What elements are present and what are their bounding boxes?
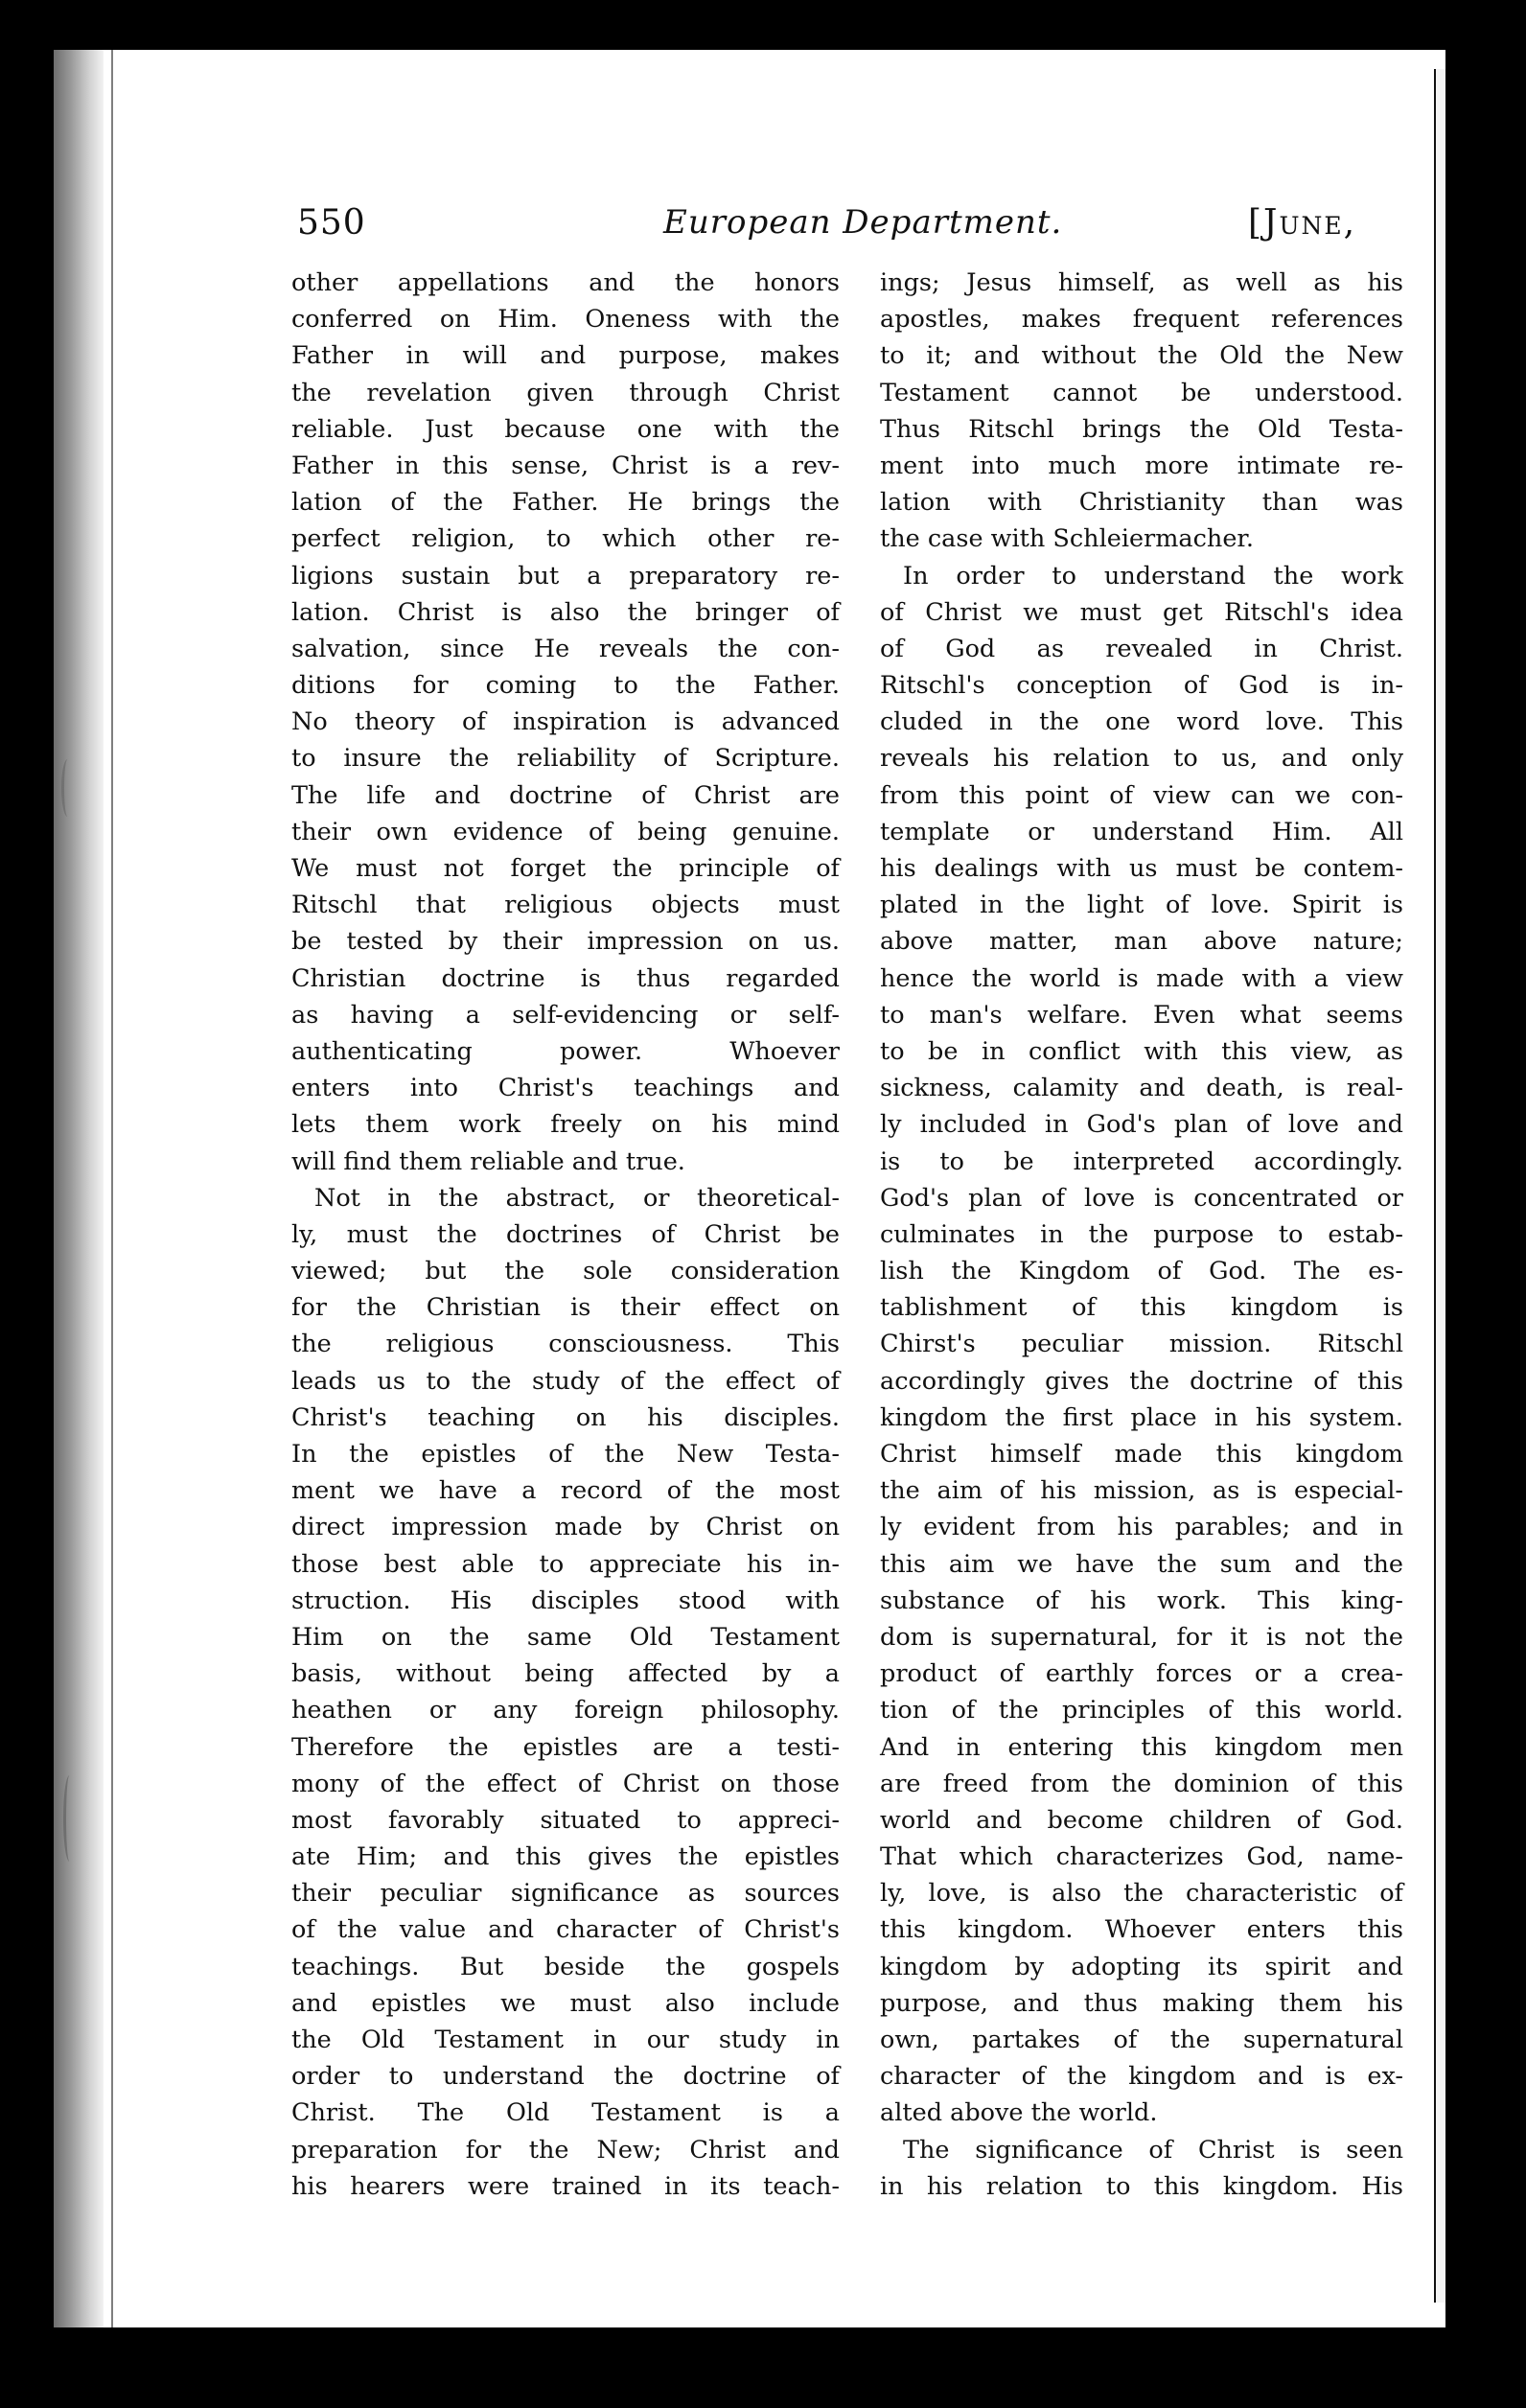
text-line: We must not forget the principle of [291, 854, 840, 883]
text-line: accordingly gives the doctrine of this [880, 1366, 1403, 1396]
scan-mark [61, 759, 74, 817]
text-line: Chirst's peculiar mission. Ritschl [880, 1330, 1403, 1359]
text-line: kingdom by adopting its spirit and [880, 1952, 1403, 1981]
left-text-column [291, 265, 840, 2205]
text-line: In order to understand the work [903, 561, 1403, 590]
text-line: will find them reliable and true. [291, 1146, 685, 1176]
text-line: No theory of inspiration is advanced [291, 707, 840, 737]
text-line: God's plan of love is concentrated or [880, 1183, 1403, 1213]
text-line: The significance of Christ is seen [903, 2135, 1403, 2165]
text-line: Christ himself made this kingdom [880, 1440, 1403, 1469]
text-line: above matter, man above nature; [880, 927, 1403, 957]
scan-mark [63, 1775, 76, 1862]
text-line: authenticating power. Whoever [291, 1036, 840, 1066]
text-line: own, partakes of the supernatural [880, 2026, 1403, 2054]
scan-border [1445, 50, 1472, 2327]
text-line: of Christ we must get Ritschl's idea [880, 597, 1403, 627]
text-line: his dealings with us must be contem- [880, 854, 1403, 883]
text-line: ly included in God's plan of love and [880, 1110, 1403, 1140]
text-line: to be in conflict with this view, as [880, 1036, 1403, 1066]
text-line: from this point of view can we con- [880, 780, 1403, 810]
text-line: Christ. The Old Testament is a [291, 2098, 840, 2128]
text-line: basis, without being affected by a [291, 1659, 840, 1689]
text-line: direct impression made by Christ on [291, 1513, 840, 1542]
text-line: Christian doctrine is thus regarded [291, 963, 840, 993]
text-line: substance of his work. This king- [880, 1586, 1403, 1615]
running-title: European Department. [663, 203, 1063, 242]
text-line: ly evident from his parables; and in [880, 1513, 1403, 1542]
text-line: character of the kingdom and is ex- [880, 2062, 1403, 2092]
page-gutter-shadow [54, 50, 104, 2327]
text-line: Not in the abstract, or theoretical- [314, 1183, 840, 1213]
text-line: Ritschl's conception of God is in- [880, 671, 1403, 701]
text-line: plated in the light of love. Spirit is [880, 891, 1403, 920]
text-line: the Old Testament in our study in [291, 2026, 840, 2054]
text-line: world and become children of God. [880, 1805, 1403, 1835]
text-line: teachings. But beside the gospels [291, 1952, 840, 1981]
text-line: heathen or any foreign philosophy. [291, 1696, 840, 1725]
text-line: perfect religion, to which other re- [291, 524, 840, 554]
text-line: this kingdom. Whoever enters this [880, 1915, 1403, 1945]
text-line: ate Him; and this gives the epistles [291, 1842, 840, 1872]
text-line: Christ's teaching on his disciples. [291, 1402, 840, 1432]
text-line: template or understand Him. All [880, 817, 1403, 846]
text-line: lets them work freely on his mind [291, 1110, 840, 1140]
text-line: Father in will and purpose, makes [291, 341, 840, 371]
page-number: 550 [297, 203, 366, 243]
text-line: lish the Kingdom of God. The es- [880, 1257, 1403, 1286]
text-line: cluded in the one word love. This [880, 707, 1403, 737]
text-line: be tested by their impression on us. [291, 927, 840, 957]
text-line: That which characterizes God, name- [880, 1842, 1403, 1872]
text-line: is to be interpreted accordingly. [880, 1146, 1403, 1176]
text-line: Thus Ritschl brings the Old Testa- [880, 414, 1403, 444]
text-line: reveals his relation to us, and only [880, 744, 1403, 774]
text-line: the case with Schleiermacher. [880, 524, 1254, 554]
text-line: conferred on Him. Oneness with the [291, 305, 840, 335]
text-line: of God as revealed in Christ. [880, 634, 1403, 663]
text-line: to it; and without the Old the New [880, 341, 1403, 371]
text-line: Him on the same Old Testament [291, 1622, 840, 1652]
text-line: their own evidence of being genuine. [291, 817, 840, 846]
next-page-edge [1434, 69, 1445, 2303]
text-line: and epistles we must also include [291, 1988, 840, 2018]
text-line: reliable. Just because one with the [291, 414, 840, 444]
text-line: for the Christian is their effect on [291, 1293, 840, 1323]
text-line: tion of the principles of this world. [880, 1696, 1403, 1725]
text-line: And in entering this kingdom men [880, 1732, 1403, 1762]
text-line: enters into Christ's teachings and [291, 1074, 840, 1103]
text-line: ditions for coming to the Father. [291, 671, 840, 701]
book-page [54, 50, 1472, 2327]
text-line: in his relation to this kingdom. His [880, 2171, 1403, 2201]
text-line: most favorably situated to appreci- [291, 1805, 840, 1835]
text-line: In the epistles of the New Testa- [291, 1440, 840, 1469]
text-line: the revelation given through Christ [291, 378, 840, 407]
text-line: ment into much more intimate re- [880, 451, 1403, 480]
text-line: those best able to appreciate his in- [291, 1549, 840, 1579]
text-line: tablishment of this kingdom is [880, 1293, 1403, 1323]
text-line: are freed from the dominion of this [880, 1769, 1403, 1798]
text-line: the religious consciousness. This [291, 1330, 840, 1359]
text-line: mony of the effect of Christ on those [291, 1769, 840, 1798]
text-line: their peculiar significance as sources [291, 1879, 840, 1909]
text-line: ligions sustain but a preparatory re- [291, 561, 840, 590]
text-line: this aim we have the sum and the [880, 1549, 1403, 1579]
text-line: hence the world is made with a view [880, 963, 1403, 993]
text-line: ings; Jesus himself, as well as his [880, 268, 1403, 297]
text-line: leads us to the study of the effect of [291, 1366, 840, 1396]
text-line: apostles, makes frequent references [880, 305, 1403, 335]
text-line: The life and doctrine of Christ are [291, 780, 840, 810]
text-line: Father in this sense, Christ is a rev- [291, 451, 840, 480]
text-line: product of earthly forces or a crea- [880, 1659, 1403, 1689]
text-line: the aim of his mission, as is especial- [880, 1476, 1403, 1506]
text-line: his hearers were trained in its teach- [291, 2171, 840, 2201]
text-line: other appellations and the honors [291, 268, 840, 297]
text-line: culminates in the purpose to estab- [880, 1219, 1403, 1249]
binding-edge [111, 50, 113, 2327]
text-line: lation. Christ is also the bringer of [291, 597, 840, 627]
text-line: of the value and character of Christ's [291, 1915, 840, 1945]
text-line: order to understand the doctrine of [291, 2062, 840, 2092]
running-date: [June, [1248, 203, 1357, 243]
text-line: lation with Christianity than was [880, 488, 1403, 518]
text-line: to man's welfare. Even what seems [880, 1000, 1403, 1030]
text-line: Testament cannot be understood. [880, 378, 1403, 407]
text-line: purpose, and thus making them his [880, 1988, 1403, 2018]
text-line: as having a self-evidencing or self- [291, 1000, 840, 1030]
text-line: salvation, since He reveals the con- [291, 634, 840, 663]
text-line: sickness, calamity and death, is real- [880, 1074, 1403, 1103]
text-line: struction. His disciples stood with [291, 1586, 840, 1615]
text-line: ly, must the doctrines of Christ be [291, 1219, 840, 1249]
text-line: preparation for the New; Christ and [291, 2135, 840, 2165]
text-line: ment we have a record of the most [291, 1476, 840, 1506]
text-line: Ritschl that religious objects must [291, 891, 840, 920]
text-line: ly, love, is also the characteristic of [880, 1879, 1403, 1909]
text-line: dom is supernatural, for it is not the [880, 1622, 1403, 1652]
text-line: kingdom the first place in his system. [880, 1402, 1403, 1432]
right-text-column [880, 265, 1403, 2205]
text-line: Therefore the epistles are a testi- [291, 1732, 840, 1762]
text-line: viewed; but the sole consideration [291, 1257, 840, 1286]
text-line: lation of the Father. He brings the [291, 488, 840, 518]
text-line: to insure the reliability of Scripture. [291, 744, 840, 774]
text-line: alted above the world. [880, 2098, 1158, 2128]
